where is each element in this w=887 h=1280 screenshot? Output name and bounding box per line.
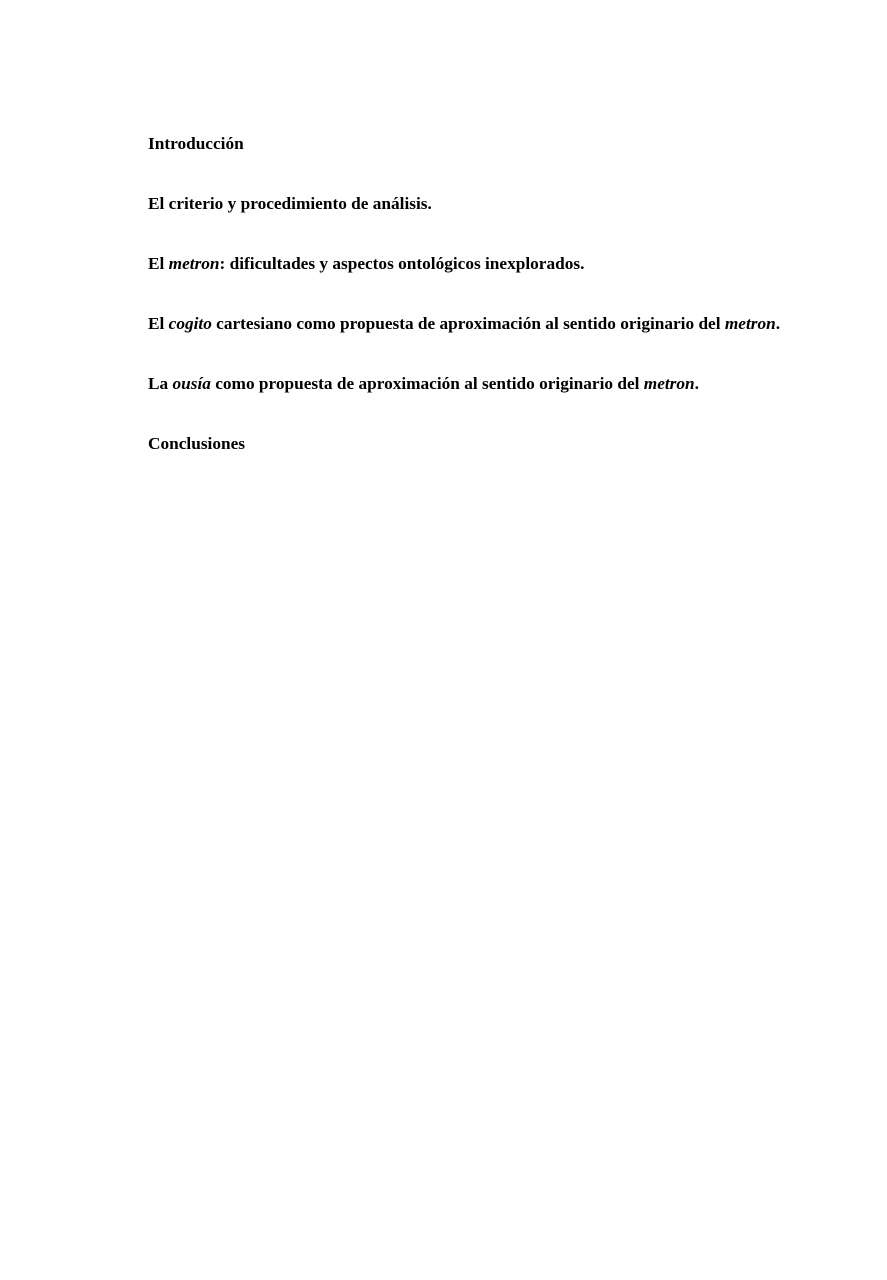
toc-item-ousia — [148, 372, 780, 432]
toc-item-metron — [148, 252, 780, 312]
toc-text: Conclusiones — [148, 434, 245, 453]
toc-text: El criterio y procedimiento de análisis. — [148, 194, 432, 213]
toc-item-cogito — [148, 312, 780, 372]
toc-text-italic: metron — [724, 314, 776, 333]
toc-text: cartesiano como propuesta de aproximación al sentido originario del — [211, 314, 725, 333]
toc-text: . — [694, 374, 699, 393]
toc-text: El — [148, 314, 169, 333]
toc-item-criterio — [148, 192, 780, 252]
toc-item-conclusiones — [148, 432, 780, 492]
toc-text: . — [775, 314, 781, 333]
toc-text-italic: metron — [168, 254, 220, 273]
toc-text-italic: metron — [643, 374, 695, 393]
toc-text: como propuesta de aproximación al sentido originario del — [210, 374, 644, 393]
toc-text: Introducción — [148, 134, 244, 153]
toc-text: La — [148, 374, 173, 393]
toc-text: : dificultades y aspectos ontológicos inexplorados. — [219, 254, 585, 273]
table-of-contents — [148, 132, 780, 492]
toc-item-introduccion — [148, 132, 780, 192]
toc-text-italic: cogito — [168, 314, 212, 333]
toc-text-italic: ousía — [172, 374, 211, 393]
toc-text: El — [148, 254, 169, 273]
